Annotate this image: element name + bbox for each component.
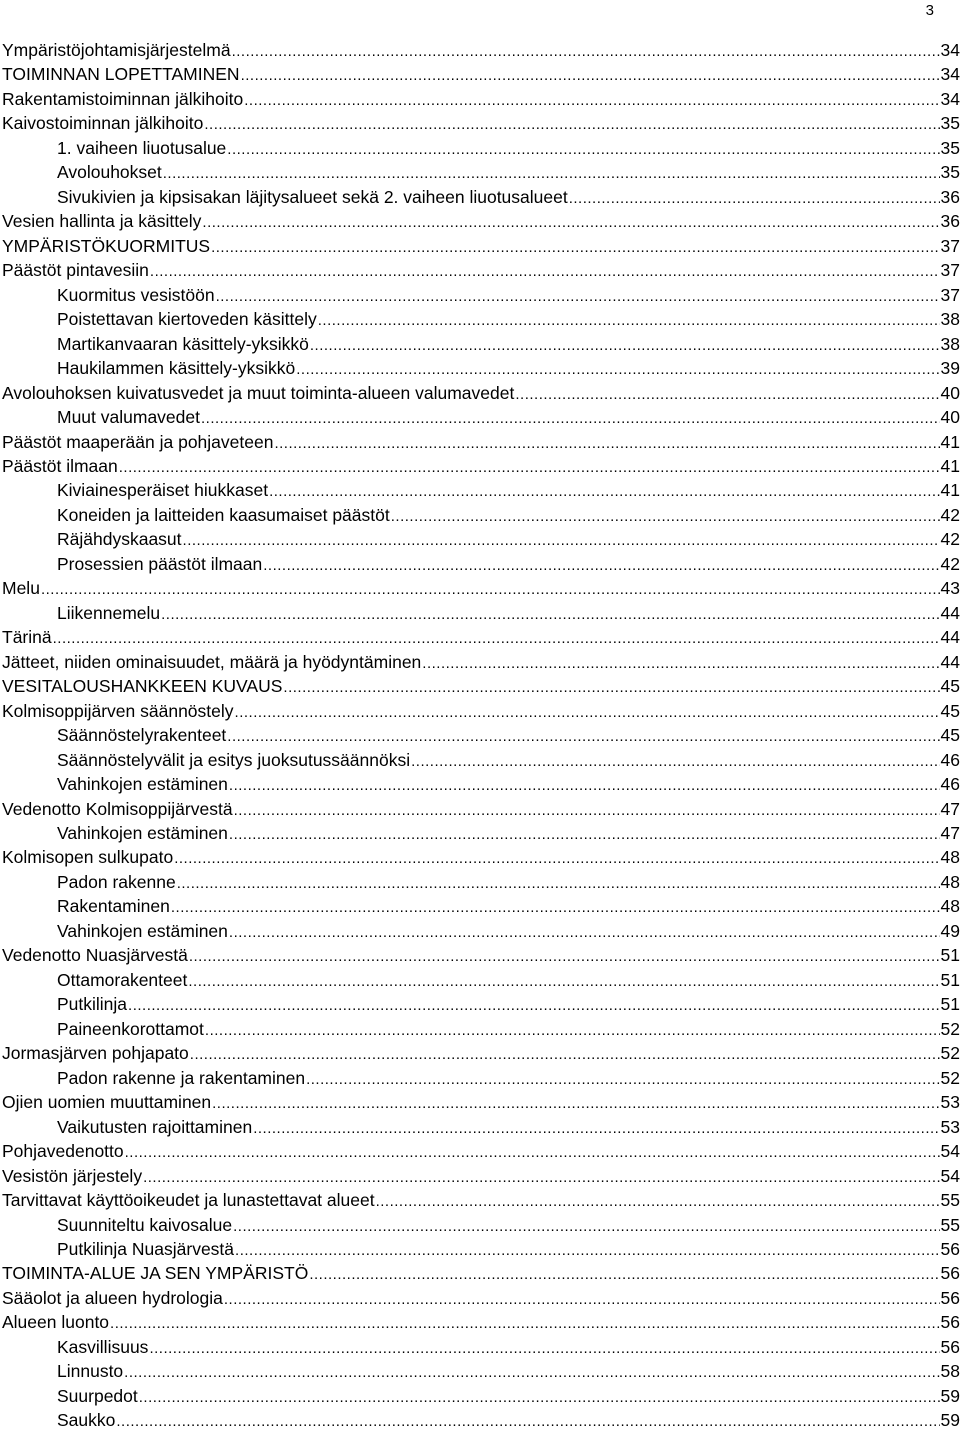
toc-entry[interactable] — [2, 797, 960, 821]
toc-entry-page: 47 — [940, 798, 960, 819]
toc-entry[interactable] — [2, 894, 960, 918]
toc-entry-title: Jormasjärven pohjapato — [2, 1043, 189, 1064]
toc-entry-title: Padon rakenne — [57, 871, 176, 892]
toc-dot-leader — [391, 505, 940, 529]
toc-entry[interactable] — [2, 38, 960, 62]
toc-entry-title: Kiviainesperäiset hiukkaset — [57, 480, 269, 501]
toc-entry-page: 38 — [940, 309, 960, 330]
toc-entry[interactable] — [2, 772, 960, 796]
toc-entry-title: Avolouhoksen kuivatusvedet ja muut toiminta-alueen valumavedet — [2, 382, 515, 403]
toc-entry-title: Tärinä — [2, 627, 52, 648]
toc-dot-leader — [161, 603, 939, 627]
toc-entry-page: 52 — [940, 1018, 960, 1039]
toc-entry-page: 59 — [940, 1410, 960, 1431]
toc-entry[interactable] — [2, 699, 960, 723]
toc-entry-title: Paineenkorottamot — [57, 1018, 204, 1039]
toc-entry-page: 52 — [940, 1067, 960, 1088]
toc-entry-title: Linnusto — [57, 1361, 124, 1382]
toc-dot-leader — [235, 1239, 940, 1263]
toc-entry-page: 42 — [940, 529, 960, 550]
toc-entry[interactable] — [2, 821, 960, 845]
toc-dot-leader — [190, 1043, 940, 1067]
toc-dot-leader — [569, 187, 940, 211]
toc-entry-page: 41 — [940, 431, 960, 452]
toc-entry-title: Räjähdyskaasut — [57, 529, 182, 550]
toc-entry[interactable] — [2, 283, 960, 307]
toc-entry-page: 46 — [940, 749, 960, 770]
toc-entry-page: 58 — [940, 1361, 960, 1382]
toc-entry-page: 44 — [940, 602, 960, 623]
table-of-contents — [2, 38, 960, 1433]
toc-entry[interactable] — [2, 111, 960, 135]
toc-entry[interactable] — [2, 1335, 960, 1359]
toc-entry-page: 35 — [940, 162, 960, 183]
toc-entry[interactable] — [2, 258, 960, 282]
toc-entry-page: 34 — [940, 88, 960, 109]
toc-entry-title: Sivukivien ja kipsisakan läjitysalueet sekä 2. vaiheen liuotusalueet — [57, 186, 568, 207]
toc-entry-title: Prosessien päästöt ilmaan — [57, 553, 263, 574]
toc-dot-leader — [241, 64, 940, 88]
toc-entry-page: 34 — [940, 64, 960, 85]
toc-entry-title: Päästöt ilmaan — [2, 455, 118, 476]
toc-dot-leader — [204, 113, 939, 137]
toc-entry-title: Padon rakenne ja rakentaminen — [57, 1067, 306, 1088]
toc-entry-page: 56 — [940, 1312, 960, 1333]
toc-entry-page: 51 — [940, 945, 960, 966]
toc-dot-leader — [212, 1092, 939, 1116]
toc-entry-page: 55 — [940, 1214, 960, 1235]
toc-entry-title: Putkilinja Nuasjärvestä — [57, 1238, 235, 1259]
toc-entry[interactable] — [2, 1090, 960, 1114]
toc-entry-title: Ympäristöjohtamisjärjestelmä — [2, 40, 231, 60]
toc-dot-leader — [119, 456, 940, 480]
toc-entry-page: 40 — [940, 407, 960, 428]
toc-dot-leader — [139, 1386, 940, 1410]
toc-entry-page: 39 — [940, 358, 960, 379]
toc-entry-title: Martikanvaaran käsittely-yksikkö — [57, 333, 309, 354]
toc-entry-title: Rakentamistoiminnan jälkihoito — [2, 88, 244, 109]
toc-entry-title: Rakentaminen — [57, 896, 170, 917]
toc-entry-title: Vesistön järjestely — [2, 1165, 143, 1186]
toc-entry-page: 43 — [940, 578, 960, 599]
toc-dot-leader — [116, 1410, 939, 1434]
toc-entry-page: 44 — [940, 627, 960, 648]
toc-entry[interactable] — [2, 968, 960, 992]
toc-entry-title: Vahinkojen estäminen — [57, 823, 228, 843]
toc-dot-leader — [229, 823, 940, 847]
toc-dot-leader — [163, 162, 940, 186]
toc-dot-leader — [189, 945, 940, 969]
toc-entry-page: 56 — [940, 1238, 960, 1259]
toc-entry-page: 49 — [940, 920, 960, 941]
toc-dot-leader — [244, 89, 939, 113]
toc-dot-leader — [229, 774, 940, 798]
toc-entry-title: Ojien uomien muuttaminen — [2, 1092, 212, 1113]
toc-dot-leader — [309, 1263, 939, 1287]
toc-entry[interactable] — [2, 1384, 960, 1408]
toc-entry[interactable] — [2, 870, 960, 894]
toc-entry-title: Poistettavan kiertoveden käsittely — [57, 309, 317, 330]
toc-entry-page: 41 — [940, 455, 960, 476]
toc-dot-leader — [150, 260, 940, 284]
toc-entry[interactable] — [2, 1139, 960, 1163]
toc-entry[interactable] — [2, 185, 960, 209]
toc-entry[interactable] — [2, 307, 960, 331]
toc-entry[interactable] — [2, 1359, 960, 1383]
toc-entry-page: 45 — [940, 725, 960, 746]
toc-entry-title: Suunniteltu kaivosalue — [57, 1214, 233, 1235]
toc-dot-leader — [376, 1190, 940, 1214]
toc-entry-title: Kolmisoppijärven säännöstely — [2, 700, 234, 721]
toc-entry[interactable] — [2, 527, 960, 551]
toc-dot-leader — [411, 750, 939, 774]
toc-entry[interactable] — [2, 136, 960, 160]
toc-entry-title: VESITALOUSHANKKEEN KUVAUS — [2, 676, 283, 697]
toc-entry-page: 42 — [940, 504, 960, 525]
toc-entry-title: Säännöstelyrakenteet — [57, 725, 227, 746]
toc-dot-leader — [53, 627, 940, 651]
toc-entry-title: Kasvillisuus — [57, 1336, 149, 1357]
toc-entry[interactable] — [2, 454, 960, 478]
toc-dot-leader — [227, 138, 939, 162]
toc-entry-title: Säännöstelyvälit ja esitys juoksutussäännöksi — [57, 749, 411, 770]
toc-entry-title: Saukko — [57, 1410, 116, 1431]
toc-dot-leader — [128, 994, 939, 1018]
toc-dot-leader — [274, 432, 939, 456]
toc-entry-page: 59 — [940, 1385, 960, 1406]
toc-entry-title: Vahinkojen estäminen — [57, 920, 228, 941]
toc-entry-page: 54 — [940, 1141, 960, 1162]
toc-entry-title: Suurpedot — [57, 1385, 138, 1406]
toc-dot-leader — [296, 358, 939, 382]
toc-dot-leader — [227, 725, 939, 749]
toc-entry-title: Jätteet, niiden ominaisuudet, määrä ja hyödyntäminen — [2, 651, 422, 672]
toc-entry-page: 52 — [940, 1043, 960, 1064]
toc-entry-page: 35 — [940, 137, 960, 158]
toc-entry[interactable] — [2, 503, 960, 527]
toc-dot-leader — [515, 383, 939, 407]
toc-entry-page: 46 — [940, 774, 960, 795]
toc-entry[interactable] — [2, 943, 960, 967]
page-number: 3 — [925, 2, 934, 19]
toc-entry-title: Vahinkojen estäminen — [57, 774, 228, 795]
toc-entry-title: Pohjavedenotto — [2, 1141, 124, 1162]
toc-entry[interactable] — [2, 601, 960, 625]
toc-entry[interactable] — [2, 650, 960, 674]
toc-entry-page: 45 — [940, 700, 960, 721]
toc-entry-title: Sääolot ja alueen hydrologia — [2, 1287, 223, 1308]
toc-entry-page: 36 — [940, 186, 960, 207]
toc-dot-leader — [41, 578, 940, 602]
toc-entry-title: Vedenotto Nuasjärvestä — [2, 945, 188, 966]
toc-dot-leader — [171, 896, 940, 920]
toc-entry-page: 34 — [940, 40, 960, 60]
toc-entry-page: 35 — [940, 113, 960, 134]
toc-dot-leader — [263, 554, 939, 578]
toc-entry[interactable] — [2, 209, 960, 233]
toc-entry[interactable] — [2, 723, 960, 747]
toc-dot-leader — [306, 1068, 939, 1092]
toc-dot-leader — [283, 676, 939, 700]
toc-dot-leader — [318, 309, 940, 333]
toc-entry-page: 44 — [940, 651, 960, 672]
toc-entry-page: 51 — [940, 969, 960, 990]
toc-entry-title: Koneiden ja laitteiden kaasumaiset päästöt — [57, 504, 390, 525]
toc-entry-page: 37 — [940, 284, 960, 305]
toc-entry-page: 53 — [940, 1116, 960, 1137]
toc-entry[interactable] — [2, 1115, 960, 1139]
toc-entry[interactable] — [2, 625, 960, 649]
toc-entry-page: 48 — [940, 847, 960, 868]
toc-entry-title: TOIMINTA-ALUE JA SEN YMPÄRISTÖ — [2, 1263, 309, 1284]
toc-entry-title: Liikennemelu — [57, 602, 161, 623]
toc-entry[interactable] — [2, 1408, 960, 1432]
toc-entry-title: Melu — [2, 578, 40, 599]
toc-dot-leader — [232, 40, 940, 64]
toc-entry[interactable] — [2, 1017, 960, 1041]
toc-entry[interactable] — [2, 332, 960, 356]
toc-entry[interactable] — [2, 87, 960, 111]
toc-entry-title: Haukilammen käsittely-yksikkö — [57, 358, 296, 379]
toc-dot-leader — [216, 285, 940, 309]
toc-entry[interactable] — [2, 845, 960, 869]
toc-dot-leader — [149, 1337, 939, 1361]
toc-entry-page: 56 — [940, 1263, 960, 1284]
toc-entry-page: 36 — [940, 211, 960, 232]
toc-entry-title: TOIMINNAN LOPETTAMINEN — [2, 64, 240, 85]
toc-entry[interactable] — [2, 1041, 960, 1065]
toc-dot-leader — [201, 407, 940, 431]
toc-entry-page: 48 — [940, 871, 960, 892]
toc-entry-title: Päästöt maaperään ja pohjaveteen — [2, 431, 274, 452]
toc-entry[interactable] — [2, 1188, 960, 1212]
toc-dot-leader — [125, 1141, 940, 1165]
toc-entry-page: 47 — [940, 823, 960, 843]
toc-entry[interactable] — [2, 381, 960, 405]
toc-entry-page: 42 — [940, 553, 960, 574]
toc-entry[interactable] — [2, 356, 960, 380]
toc-entry-title: Avolouhokset — [57, 162, 162, 183]
toc-entry-title: 1. vaiheen liuotusalue — [57, 137, 227, 158]
toc-dot-leader — [205, 1019, 940, 1043]
toc-dot-leader — [233, 1215, 939, 1239]
toc-dot-leader — [235, 701, 940, 725]
toc-entry-title: Putkilinja — [57, 994, 128, 1015]
toc-entry-page: 37 — [940, 235, 960, 256]
toc-entry-title: Kolmisopen sulkupato — [2, 847, 174, 868]
toc-entry-page: 56 — [940, 1287, 960, 1308]
toc-entry-title: Kuormitus vesistöön — [57, 284, 215, 305]
toc-entry-page: 45 — [940, 676, 960, 697]
toc-dot-leader — [174, 847, 939, 871]
toc-dot-leader — [110, 1312, 939, 1336]
toc-entry[interactable] — [2, 234, 960, 258]
toc-entry[interactable] — [2, 1310, 960, 1334]
toc-entry[interactable] — [2, 1261, 960, 1285]
toc-entry-title: Vedenotto Kolmisoppijärvestä — [2, 798, 233, 819]
toc-entry[interactable] — [2, 430, 960, 454]
toc-dot-leader — [183, 529, 940, 553]
toc-dot-leader — [253, 1117, 939, 1141]
toc-entry-page: 54 — [940, 1165, 960, 1186]
toc-entry[interactable] — [2, 748, 960, 772]
toc-dot-leader — [234, 799, 940, 823]
toc-entry-page: 41 — [940, 480, 960, 501]
toc-entry[interactable] — [2, 919, 960, 943]
toc-entry[interactable] — [2, 160, 960, 184]
toc-dot-leader — [269, 480, 939, 504]
toc-entry-title: Ottamorakenteet — [57, 969, 188, 990]
toc-entry[interactable] — [2, 552, 960, 576]
toc-entry-page: 56 — [940, 1336, 960, 1357]
toc-entry-page: 37 — [940, 260, 960, 281]
toc-entry[interactable] — [2, 405, 960, 429]
toc-entry-page: 53 — [940, 1092, 960, 1113]
toc-entry-page: 55 — [940, 1190, 960, 1211]
toc-entry-title: Vesien hallinta ja käsittely — [2, 211, 202, 232]
toc-entry[interactable] — [2, 62, 960, 86]
toc-dot-leader — [143, 1166, 939, 1190]
toc-entry-title: Muut valumavedet — [57, 407, 200, 428]
toc-dot-leader — [229, 921, 940, 945]
toc-entry-title: YMPÄRISTÖKUORMITUS — [2, 235, 211, 256]
toc-dot-leader — [224, 1288, 940, 1312]
toc-entry-title: Tarvittavat käyttöoikeudet ja lunastettavat alueet — [2, 1190, 375, 1211]
toc-dot-leader — [310, 334, 940, 358]
toc-dot-leader — [177, 872, 940, 896]
toc-entry[interactable] — [2, 1237, 960, 1261]
toc-dot-leader — [188, 970, 939, 994]
toc-entry-page: 51 — [940, 994, 960, 1015]
toc-entry-title: Alueen luonto — [2, 1312, 110, 1333]
toc-entry-title: Kaivostoiminnan jälkihoito — [2, 113, 204, 134]
toc-entry-page: 40 — [940, 382, 960, 403]
toc-dot-leader — [202, 211, 939, 235]
toc-entry-title: Vaikutusten rajoittaminen — [57, 1116, 253, 1137]
toc-entry[interactable] — [2, 576, 960, 600]
toc-dot-leader — [211, 236, 939, 260]
toc-entry-page: 38 — [940, 333, 960, 354]
toc-entry[interactable] — [2, 478, 960, 502]
toc-entry[interactable] — [2, 992, 960, 1016]
toc-entry[interactable] — [2, 1286, 960, 1310]
toc-entry-page: 48 — [940, 896, 960, 917]
toc-dot-leader — [422, 652, 939, 676]
toc-entry[interactable] — [2, 1213, 960, 1237]
toc-dot-leader — [124, 1361, 939, 1385]
toc-entry-title: Päästöt pintavesiin — [2, 260, 149, 281]
toc-entry[interactable] — [2, 1066, 960, 1090]
toc-entry[interactable] — [2, 674, 960, 698]
toc-entry[interactable] — [2, 1164, 960, 1188]
